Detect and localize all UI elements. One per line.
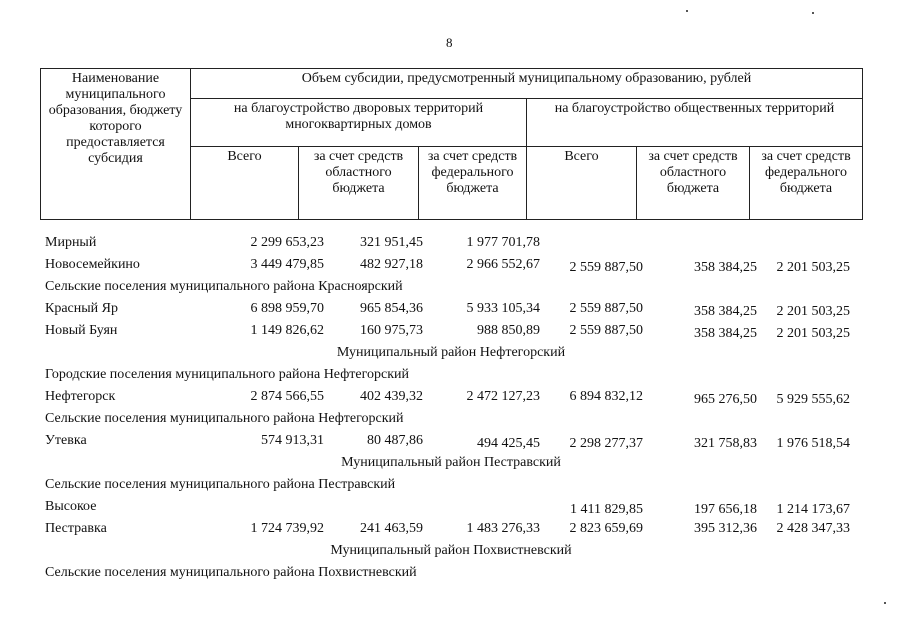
row-name: Нефтегорск bbox=[45, 389, 116, 404]
table-row bbox=[40, 254, 862, 276]
cell-value: 1 724 739,92 bbox=[250, 521, 324, 536]
row-name: Красный Яр bbox=[45, 301, 118, 316]
district-label: Муниципальный район Похвистневский bbox=[330, 543, 572, 558]
cell-value: 1 976 518,54 bbox=[776, 436, 850, 451]
cell-value: 494 425,45 bbox=[477, 436, 540, 451]
cell-value: 321 951,45 bbox=[360, 235, 423, 250]
cell-value: 3 449 479,85 bbox=[250, 257, 324, 272]
district-row bbox=[40, 540, 862, 562]
cell-value: 2 874 566,55 bbox=[250, 389, 324, 404]
cell-value: 1 411 829,85 bbox=[570, 502, 643, 517]
row-name: Мирный bbox=[45, 235, 97, 250]
cell-value: 5 929 555,62 bbox=[776, 392, 850, 407]
cell-value: 358 384,25 bbox=[694, 260, 757, 275]
section-row bbox=[40, 474, 862, 496]
cell-value: 2 201 503,25 bbox=[776, 260, 850, 275]
cell-value: 321 758,83 bbox=[694, 436, 757, 451]
cell-value: 2 299 653,23 bbox=[250, 235, 324, 250]
cell-value: 2 559 887,50 bbox=[569, 301, 643, 316]
district-label: Муниципальный район Нефтегорский bbox=[336, 345, 566, 360]
cell-value: 6 898 959,70 bbox=[250, 301, 324, 316]
cell-value: 2 472 127,23 bbox=[466, 389, 540, 404]
cell-value: 965 854,36 bbox=[360, 301, 423, 316]
section-label: Городские поселения муниципального района Нефтегорский bbox=[45, 367, 409, 382]
section-row bbox=[40, 364, 862, 386]
cell-value: 965 276,50 bbox=[694, 392, 757, 407]
table-body bbox=[40, 232, 862, 584]
district-row bbox=[40, 342, 862, 364]
header-col-name: Наименование муниципального образования, бюджету которого предоставляется субсидия bbox=[41, 69, 191, 220]
row-name: Высокое bbox=[45, 499, 97, 514]
table-row bbox=[40, 386, 862, 408]
section-label: Сельские поселения муниципального района Красноярский bbox=[45, 279, 403, 294]
section-label: Сельские поселения муниципального района Пестравский bbox=[45, 477, 396, 492]
table-row bbox=[40, 320, 862, 342]
cell-value: 1 214 173,67 bbox=[776, 502, 850, 517]
cell-value: 2 559 887,50 bbox=[569, 260, 643, 275]
table-row bbox=[40, 430, 862, 452]
cell-value: 241 463,59 bbox=[360, 521, 423, 536]
header-total-2: Всего bbox=[527, 147, 637, 220]
cell-value: 1 149 826,62 bbox=[250, 323, 324, 338]
cell-value: 2 559 887,50 bbox=[569, 323, 643, 338]
row-name: Новосемейкино bbox=[45, 257, 140, 272]
row-name: Новый Буян bbox=[45, 323, 118, 338]
section-row bbox=[40, 562, 862, 584]
cell-value: 6 894 832,12 bbox=[569, 389, 643, 404]
cell-value: 5 933 105,34 bbox=[466, 301, 540, 316]
header-subsidy-volume: Объем субсидии, предусмотренный муниципальному образованию, рублей bbox=[191, 69, 863, 99]
cell-value: 2 428 347,33 bbox=[776, 521, 850, 536]
cell-value: 574 913,31 bbox=[261, 433, 324, 448]
header-regional-1: за счет средств областного бюджета bbox=[299, 147, 419, 220]
page-number: 8 bbox=[446, 35, 453, 50]
table-row bbox=[40, 232, 862, 254]
cell-value: 2 201 503,25 bbox=[776, 304, 850, 319]
table-row bbox=[40, 518, 862, 540]
scan-speck bbox=[884, 602, 886, 604]
section-label: Сельские поселения муниципального района Похвистневский bbox=[45, 565, 417, 580]
scan-speck bbox=[686, 10, 688, 12]
district-label: Муниципальный район Пестравский bbox=[341, 455, 561, 470]
cell-value: 402 439,32 bbox=[360, 389, 423, 404]
cell-value: 1 483 276,33 bbox=[466, 521, 540, 536]
cell-value: 358 384,25 bbox=[694, 304, 757, 319]
cell-value: 1 977 701,78 bbox=[466, 235, 540, 250]
scan-speck bbox=[812, 12, 814, 14]
section-row bbox=[40, 408, 862, 430]
row-name: Пестравка bbox=[45, 521, 107, 536]
cell-value: 988 850,89 bbox=[477, 323, 540, 338]
header-regional-2: за счет средств областного бюджета bbox=[637, 147, 750, 220]
cell-value: 2 966 552,67 bbox=[466, 257, 540, 272]
cell-value: 197 656,18 bbox=[694, 502, 757, 517]
header-federal-1: за счет средств федерального бюджета bbox=[419, 147, 527, 220]
header-federal-2: за счет средств федерального бюджета bbox=[750, 147, 863, 220]
cell-value: 2 201 503,25 bbox=[776, 326, 850, 341]
cell-value: 2 823 659,69 bbox=[569, 521, 643, 536]
table-header bbox=[40, 68, 863, 220]
table-row bbox=[40, 496, 862, 518]
district-row bbox=[40, 452, 862, 474]
cell-value: 358 384,25 bbox=[694, 326, 757, 341]
cell-value: 160 975,73 bbox=[360, 323, 423, 338]
cell-value: 395 312,36 bbox=[694, 521, 757, 536]
cell-value: 482 927,18 bbox=[360, 257, 423, 272]
header-total-1: Всего bbox=[191, 147, 299, 220]
header-group-public: на благоустройство общественных территорий bbox=[527, 99, 863, 147]
header-group-yard: на благоустройство дворовых территорий многоквартирных домов bbox=[191, 99, 527, 147]
section-row bbox=[40, 276, 862, 298]
cell-value: 80 487,86 bbox=[367, 433, 423, 448]
table-row bbox=[40, 298, 862, 320]
row-name: Утевка bbox=[45, 433, 87, 448]
cell-value: 2 298 277,37 bbox=[569, 436, 643, 451]
section-label: Сельские поселения муниципального района Нефтегорский bbox=[45, 411, 404, 426]
